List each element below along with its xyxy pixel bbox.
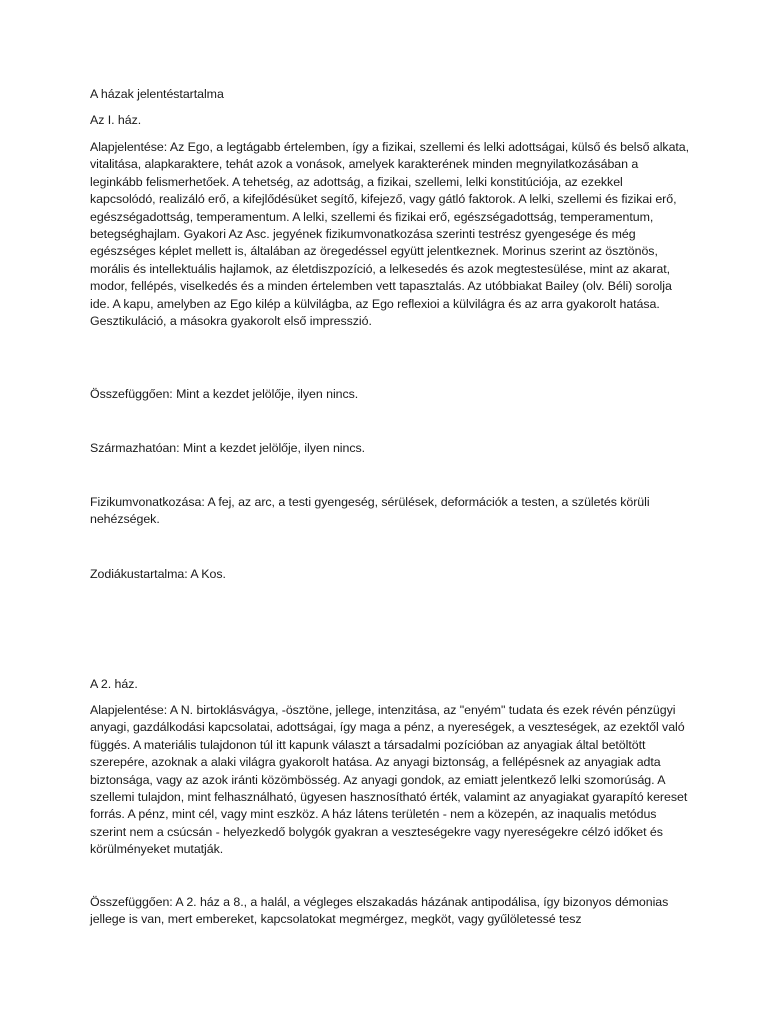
house1-zodiakustartalma-paragraph: Zodiákustartalma: A Kos. — [90, 567, 226, 581]
house1-szarmazhatoan-paragraph: Származhatóan: Mint a kezdet jelölője, ilyen nincs. — [90, 441, 366, 455]
house1-heading: Az I. ház. — [90, 113, 142, 127]
house1-fizikumvonatkozasa-paragraph: Fizikumvonatkozása: A fej, az arc, a testi gyengeség, sérülések, deformációk a testen, a születés körüli nehézségek. — [90, 495, 650, 527]
house1-alapjelentese-paragraph: Alapjelentése: Az Ego, a legtágabb értelemben, így a fizikai, szellemi és lelki adottságai, külső és belső alkata, vitalitása, alapkaraktere, tehát azok a vonások, amelyek karakterének minden megnyilatkozásában a leginkább felismerhetőek. A tehetség, az adottság, a fizikai, szellemi, lelki konstitúciója, az ezekkel kapcsolódó, realizáló erő, a kifejlődésüket segítő, kifejező, vagy gátló faktorok. A lelki, szellemi és fizikai erő, egészségadottság, temperamentum. A lelki, szellemi és fizikai erő, egészségadottság, temperamentum, betegséghajlam. Gyakori Az Asc. jegyének fizikumvonatkozása szerinti testrész gyengesége és még egészséges képlet mellett is, általában az öregedéssel együtt jelentkeznek. Morinus szerint az ösztönös, morális és intellektuális hajlamok, az életdiszpozíció, a lelkesedés és azok megtestesülése, mint az akarat, modor, fellépés, viselkedés és a minden értelemben vett tapasztalás. Az utóbbiakat Bailey (olv. Béli) sorolja ide. A kapu, amelyben az Ego kilép a külvilágba, az Ego reflexioi a külvilágra és az arra gyakorolt hatása. Gesztikuláció, a másokra gyakorolt első impresszió. — [90, 140, 690, 329]
house2-osszefuggoen-paragraph: Összefüggően: A 2. ház a 8., a halál, a végleges elszakadás házának antipodálisa, így bizonyos démonias jellege is van, mert embereket, kapcsolatokat megmérgez, megköt, vagy gyűlöletessé tesz — [90, 895, 669, 927]
document-title: A házak jelentéstartalma — [90, 87, 224, 101]
house1-osszefuggoen-paragraph: Összefüggően: Mint a kezdet jelölője, ilyen nincs. — [90, 387, 359, 401]
house2-heading: A 2. ház. — [90, 677, 138, 691]
house2-alapjelentese-paragraph: Alapjelentése: A N. birtoklásvágya, -ösztöne, jellege, intenzitása, az "enyém" tudata és ezek révén pénzügyi anyagi, gazdálkodási kapcsolatai, adottságai, így maga a pénz, a nyereségek, a veszteségek, az ezektől való függés. A materiális tulajdonon túl itt kapunk választ a társadalmi pozícióban az anyagiak által betöltött szerepére, azoknak a alaki világra gyakorolt hatása. Az anyagi biztonság, a fellépésnek az anyagiak adta biztonsága, vagy az azok iránti közömbösség. Az anyagi gondok, az emiatt jelentkező lelki szomorúság. A szellemi tulajdon, mint felhasználható, ügyesen hasznosítható érték, valamint az anyagiakat gyarapító kereset forrás. A pénz, mint cél, vagy mint eszköz. A ház látens területén - nem a közepén, az inaqualis metódus szerint nem a csúcsán - helyezkedő bolygók gyakran a veszteségekre vagy nyereségekre célzó időket és körülményeket mutatják. — [90, 703, 688, 857]
